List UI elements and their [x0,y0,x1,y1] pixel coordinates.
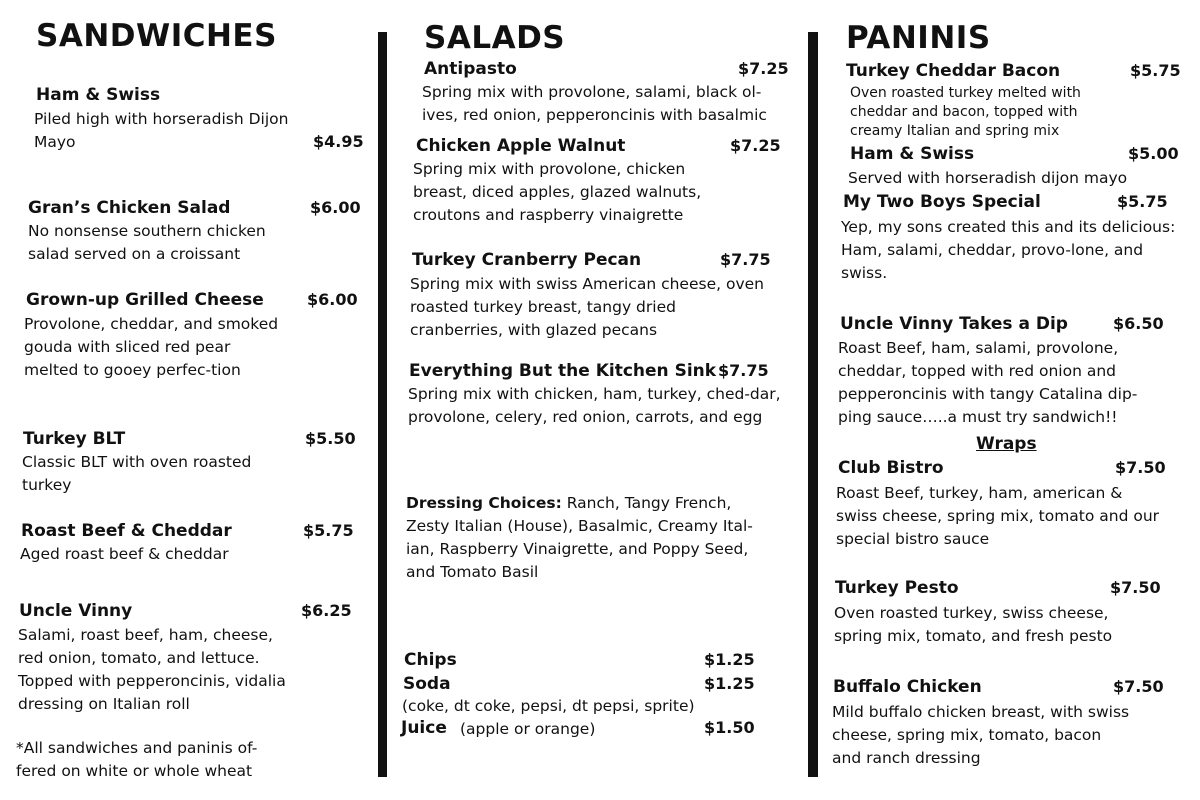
side-name: Juice [401,718,447,738]
item-price: $6.25 [301,601,352,620]
item-desc: Spring mix with provolone, chicken breast, diced apples, glazed walnuts, croutons and raspberry vinaigrette [413,160,702,224]
item-name: Uncle Vinny [19,601,133,621]
item-price: $7.50 [1115,458,1166,477]
item-price: $7.25 [738,59,789,78]
item-name: Ham & Swiss [36,85,161,105]
sandwiches-heading: SANDWICHES [36,18,277,54]
side-price: $1.50 [704,718,755,737]
item-desc: Oven roasted turkey melted with cheddar and bacon, topped with creamy Italian and spring mix [850,85,1081,139]
divider-right [808,32,818,777]
item-name: Uncle Vinny Takes a Dip [840,314,1068,334]
item-desc: Piled high with horseradish Dijon Mayo [34,110,289,151]
item-desc: Spring mix with chicken, ham, turkey, ched-dar, provolone, celery, red onion, carrots, and egg [408,385,781,426]
item-name: Buffalo Chicken [833,677,982,697]
side-price: $1.25 [704,650,755,669]
dressing-text: Ranch, Tangy French, Zesty Italian (House), Basalmic, Creamy Ital-ian, Raspberry Vinaigrette, and Poppy Seed, and Tomato Basil [406,494,753,581]
side-name: Chips [404,650,457,670]
item-price: $7.25 [730,136,781,155]
item-desc: Served with horseradish dijon mayo [848,169,1128,187]
side-note: (apple or orange) [460,720,596,738]
side-name: Soda [403,674,451,694]
item-price: $4.95 [313,132,364,151]
item-name: Antipasto [424,59,517,79]
item-desc: Oven roasted turkey, swiss cheese, spring mix, tomato, and fresh pesto [834,604,1113,645]
paninis-heading: PANINIS [846,20,991,56]
item-name: Chicken Apple Walnut [416,136,626,156]
item-name: Turkey BLT [23,429,126,449]
item-name: Turkey Cranberry Pecan [412,250,642,270]
item-price: $7.50 [1110,578,1161,597]
item-desc: Classic BLT with oven roasted turkey [22,453,252,494]
wraps-heading: Wraps [976,434,1037,454]
item-name: Everything But the Kitchen Sink [409,361,717,381]
item-name: Ham & Swiss [850,144,975,164]
item-desc: Yep, my sons created this and its delicious: Ham, salami, cheddar, provo-lone, and swiss. [841,218,1176,282]
item-name: Turkey Cheddar Bacon [846,61,1061,81]
footnote: *All sandwiches and paninis of-fered on white or whole wheat [16,739,258,780]
item-name: Club Bistro [838,458,944,478]
item-desc: Mild buffalo chicken breast, with swiss cheese, spring mix, tomato, bacon and ranch dressing [832,703,1130,767]
divider-left [378,32,387,777]
side-price: $1.25 [704,674,755,693]
item-desc: Roast Beef, turkey, ham, american & swiss cheese, spring mix, tomato and our special bistro sauce [836,484,1160,548]
item-desc: Spring mix with swiss American cheese, oven roasted turkey breast, tangy dried cranberries, with glazed pecans [410,275,764,339]
item-desc: Salami, roast beef, ham, cheese, red onion, tomato, and lettuce. Topped with pepperoncinis, vidalia dressing on Italian roll [18,626,286,713]
item-name: Grown-up Grilled Cheese [26,290,264,310]
item-price: $6.00 [310,198,361,217]
item-price: $5.50 [305,429,356,448]
salads-heading: SALADS [424,20,566,56]
item-price: $5.75 [303,521,354,540]
soda-options: (coke, dt coke, pepsi, dt pepsi, sprite) [402,697,695,715]
item-price: $7.75 [718,361,769,380]
item-name: Gran’s Chicken Salad [28,198,231,218]
item-desc: No nonsense southern chicken salad served on a croissant [28,222,266,263]
item-desc: Provolone, cheddar, and smoked gouda with sliced red pear melted to gooey perfec-tion [24,315,279,379]
item-name: My Two Boys Special [843,192,1041,212]
item-price: $5.75 [1117,192,1168,211]
item-price: $7.50 [1113,677,1164,696]
item-name: Turkey Pesto [835,578,959,598]
dressing-choices [406,492,774,584]
item-price: $6.50 [1113,314,1164,333]
item-desc: Spring mix with provolone, salami, black ol-ives, red onion, pepperoncinis with basalmic [422,83,767,124]
item-price: $7.75 [720,250,771,269]
item-price: $5.75 [1130,61,1181,80]
item-desc: Aged roast beef & cheddar [20,545,229,563]
item-price: $6.00 [307,290,358,309]
item-price: $5.00 [1128,144,1179,163]
item-desc: Roast Beef, ham, salami, provolone, cheddar, topped with red onion and pepperoncinis with tangy Catalina dip-ping sauce…..a must try sandwich!! [838,339,1138,426]
dressing-label: Dressing Choices: [406,494,562,512]
item-name: Roast Beef & Cheddar [21,521,232,541]
